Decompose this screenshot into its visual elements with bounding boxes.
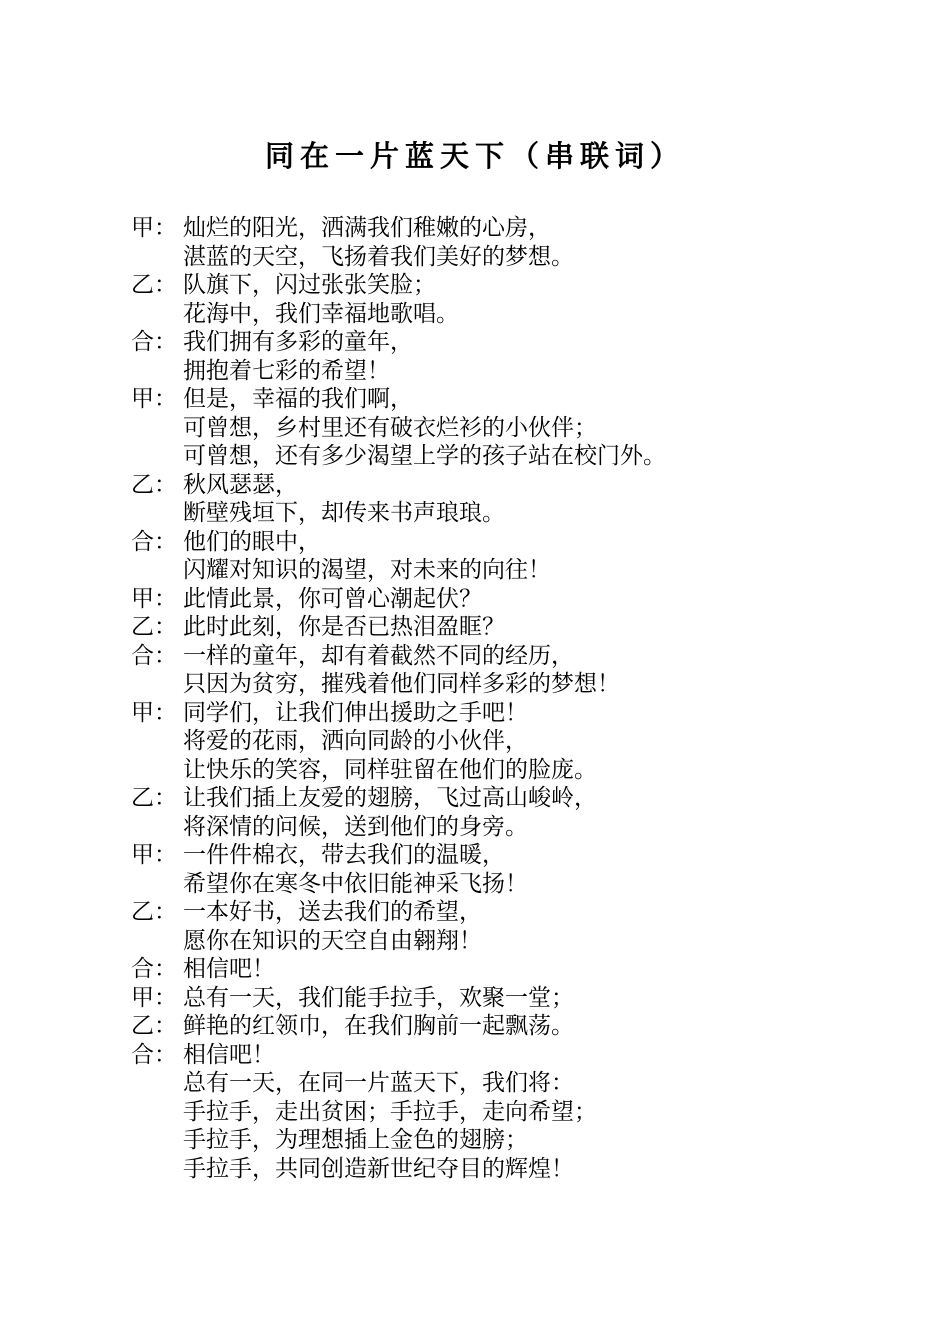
speaker-label: 甲：	[131, 842, 177, 868]
line-text: 花海中，我们幸福地歌唱。	[183, 300, 459, 327]
speaker-label: 乙：	[131, 899, 177, 925]
speaker-label: 乙：	[131, 785, 177, 811]
speaker-label: 合：	[131, 642, 177, 669]
script-line	[131, 642, 871, 671]
speaker-label: 乙：	[131, 471, 177, 498]
speaker-label: 乙：	[131, 614, 177, 640]
speaker-label	[131, 756, 183, 785]
script-line	[131, 1098, 871, 1127]
speaker-label: 合：	[131, 329, 177, 355]
script-line	[131, 813, 871, 842]
speaker-label: 甲：	[131, 699, 177, 726]
line-text: 但是，幸福的我们啊，	[183, 386, 413, 412]
script-line	[131, 613, 871, 642]
speaker-label	[131, 243, 183, 272]
line-text: 希望你在寒冬中依旧能神采飞扬！	[183, 870, 528, 897]
speaker-label	[131, 442, 183, 471]
script-line	[131, 898, 871, 927]
script-line	[131, 471, 871, 500]
script-line	[131, 870, 871, 899]
script-line	[131, 1069, 871, 1098]
document-title: 同在一片蓝天下（串联词）	[264, 139, 685, 173]
line-text: 可曾想，还有多少渴望上学的孩子站在校门外。	[183, 443, 666, 469]
speaker-label: 甲：	[131, 984, 177, 1011]
line-text: 闪耀对知识的渴望，对未来的向往！	[183, 557, 551, 583]
script-line	[131, 756, 871, 785]
script-line	[131, 214, 871, 243]
script-line	[131, 670, 871, 699]
script-line	[131, 585, 871, 614]
speaker-label: 甲：	[131, 215, 177, 241]
speaker-label	[131, 414, 183, 443]
script-line	[131, 1041, 871, 1070]
speaker-label: 合：	[131, 956, 177, 982]
line-text: 拥抱着七彩的希望！	[183, 357, 390, 384]
line-text: 相信吧！	[183, 956, 275, 982]
line-text: 让快乐的笑容，同样驻留在他们的脸庞。	[183, 756, 597, 783]
line-text: 让我们插上友爱的翅膀，飞过高山峻岭，	[183, 785, 597, 811]
script-line	[131, 442, 871, 471]
line-text: 相信吧！	[183, 1041, 275, 1068]
line-text: 同学们，让我们伸出援助之手吧！	[183, 699, 528, 726]
line-text: 湛蓝的天空，飞扬着我们美好的梦想。	[183, 243, 574, 270]
script-line	[131, 927, 871, 956]
line-text: 手拉手，共同创造新世纪夺目的辉煌！	[183, 1155, 574, 1182]
speaker-label: 合：	[131, 1041, 177, 1068]
line-text: 将深情的问候，送到他们的身旁。	[183, 813, 528, 840]
line-text: 队旗下，闪过张张笑脸；	[183, 272, 436, 298]
speaker-label	[131, 499, 183, 528]
script-body	[131, 214, 871, 1183]
script-line	[131, 841, 871, 870]
script-line	[131, 784, 871, 813]
speaker-label	[131, 1098, 183, 1127]
line-text: 将爱的花雨，洒向同龄的小伙伴，	[183, 728, 528, 754]
speaker-label: 甲：	[131, 386, 177, 412]
script-line	[131, 243, 871, 272]
line-text: 总有一天，我们能手拉手，欢聚一堂；	[183, 984, 574, 1011]
line-text: 一本好书，送去我们的希望，	[183, 899, 482, 925]
script-line	[131, 1155, 871, 1184]
script-line	[131, 1126, 871, 1155]
speaker-label	[131, 1126, 183, 1155]
line-text: 此时此刻，你是否已热泪盈眶？	[183, 614, 505, 640]
speaker-label: 乙：	[131, 272, 177, 298]
speaker-label	[131, 927, 183, 956]
line-text: 只因为贫穷，摧残着他们同样多彩的梦想！	[183, 671, 620, 697]
speaker-label	[131, 870, 183, 899]
line-text: 灿烂的阳光，洒满我们稚嫩的心房，	[183, 215, 551, 241]
script-line	[131, 300, 871, 329]
script-line	[131, 271, 871, 300]
speaker-label: 乙：	[131, 1013, 177, 1039]
line-text: 手拉手，为理想插上金色的翅膀；	[183, 1127, 528, 1153]
line-text: 我们拥有多彩的童年，	[183, 329, 413, 355]
line-text: 鲜艳的红领巾，在我们胸前一起飘荡。	[183, 1013, 574, 1039]
script-line	[131, 328, 871, 357]
speaker-label	[131, 556, 183, 585]
script-line	[131, 385, 871, 414]
line-text: 可曾想，乡村里还有破衣烂衫的小伙伴；	[183, 414, 597, 441]
speaker-label: 合：	[131, 528, 177, 555]
speaker-label	[131, 813, 183, 842]
script-line	[131, 1012, 871, 1041]
script-line	[131, 699, 871, 728]
script-line	[131, 984, 871, 1013]
speaker-label	[131, 300, 183, 329]
script-line	[131, 414, 871, 443]
line-text: 他们的眼中，	[183, 528, 321, 555]
line-text: 总有一天，在同一片蓝天下，我们将：	[183, 1070, 574, 1096]
speaker-label	[131, 727, 183, 756]
script-line	[131, 528, 871, 557]
speaker-label	[131, 670, 183, 699]
script-line	[131, 556, 871, 585]
script-line	[131, 499, 871, 528]
line-text: 手拉手，走出贫困；手拉手，走向希望；	[183, 1098, 597, 1125]
script-line	[131, 727, 871, 756]
line-text: 一件件棉衣，带去我们的温暖，	[183, 842, 505, 868]
line-text: 一样的童年，却有着截然不同的经历，	[183, 642, 574, 669]
line-text: 此情此景，你可曾心潮起伏？	[183, 585, 482, 612]
speaker-label	[131, 357, 183, 386]
line-text: 愿你在知识的天空自由翱翔！	[183, 927, 482, 954]
script-line	[131, 357, 871, 386]
line-text: 断壁残垣下，却传来书声琅琅。	[183, 500, 505, 526]
speaker-label: 甲：	[131, 585, 177, 612]
speaker-label	[131, 1069, 183, 1098]
line-text: 秋风瑟瑟，	[183, 471, 298, 498]
script-line	[131, 955, 871, 984]
speaker-label	[131, 1155, 183, 1184]
